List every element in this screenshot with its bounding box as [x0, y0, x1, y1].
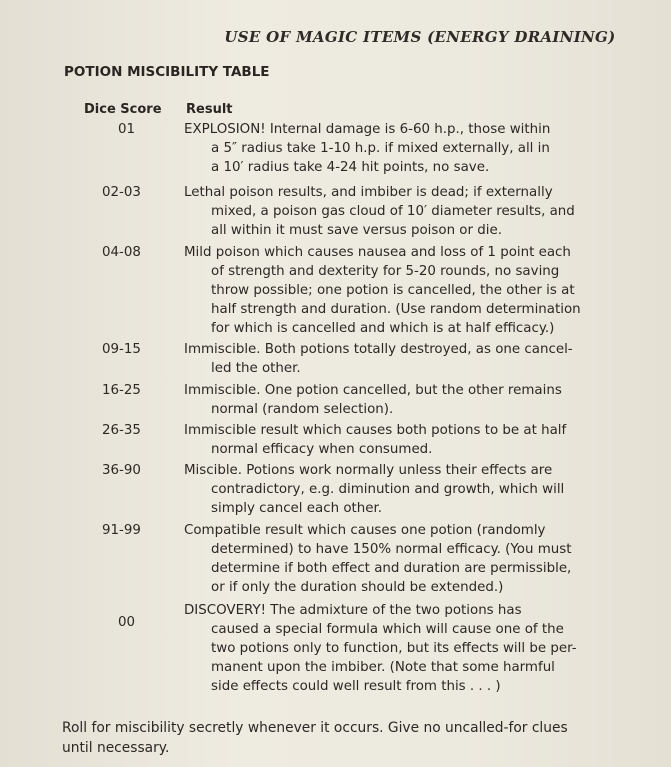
table-row — [80, 601, 640, 701]
table-row — [80, 521, 640, 601]
result-line: determined) to have 150% normal efficacy. (You must — [211, 542, 572, 557]
result-line: Immiscible result which causes both potions to be at half — [184, 423, 567, 438]
result-text — [184, 243, 640, 338]
table-row — [80, 183, 640, 243]
result-line: EXPLOSION! Internal damage is 6-60 h.p., those within — [184, 122, 551, 137]
result-line: normal efficacy when consumed. — [211, 442, 433, 457]
result-line: throw possible; one potion is cancelled, the other is at — [211, 283, 575, 298]
table-row — [80, 340, 640, 381]
result-line: simply cancel each other. — [211, 501, 383, 516]
result-line: half strength and duration. (Use random determination — [211, 302, 581, 317]
result-line: mixed, a poison gas cloud of 10′ diameter results, and — [211, 204, 575, 219]
table-row — [80, 243, 640, 340]
result-text — [184, 421, 640, 459]
column-header-result: Result — [186, 102, 233, 117]
result-text — [184, 601, 640, 696]
dice-score: 36-90 — [102, 463, 141, 478]
result-line: led the other. — [211, 361, 301, 376]
result-text — [184, 340, 640, 378]
column-header-dice-score: Dice Score — [84, 102, 162, 117]
table-row — [80, 120, 640, 183]
result-line: Compatible result which causes one potion (randomly — [184, 523, 546, 538]
result-line: caused a special formula which will cause one of the — [211, 622, 564, 637]
running-head: USE OF MAGIC ITEMS (ENERGY DRAINING) — [224, 28, 616, 46]
footer-line: Roll for miscibility secretly whenever it occurs. Give no uncalled-for clues — [62, 720, 568, 736]
dice-score: 26-35 — [102, 423, 141, 438]
table-row — [80, 381, 640, 421]
dice-score: 01 — [118, 122, 136, 137]
result-line: a 10′ radius take 4-24 hit points, no save. — [211, 160, 490, 175]
result-line: determine if both effect and duration are permissible, — [211, 561, 572, 576]
result-line: normal (random selection). — [211, 402, 394, 417]
miscibility-table — [80, 120, 640, 701]
dice-score: 91-99 — [102, 523, 141, 538]
result-line: DISCOVERY! The admixture of the two potions has — [184, 603, 522, 618]
dice-score: 09-15 — [102, 342, 141, 357]
result-line: a 5″ radius take 1-10 h.p. if mixed externally, all in — [211, 141, 550, 156]
result-line: Lethal poison results, and imbiber is dead; if externally — [184, 185, 553, 200]
table-title: POTION MISCIBILITY TABLE — [64, 64, 270, 80]
result-text — [184, 461, 640, 518]
result-text — [184, 381, 640, 419]
footer-note — [62, 718, 652, 758]
result-line: all within it must save versus poison or die. — [211, 223, 502, 238]
table-row — [80, 421, 640, 461]
result-text — [184, 120, 640, 177]
result-line: Immiscible. One potion cancelled, but the other remains — [184, 383, 562, 398]
result-text — [184, 183, 640, 240]
result-line: or if only the duration should be extended.) — [211, 580, 504, 595]
dice-score: 16-25 — [102, 383, 141, 398]
result-line: two potions only to function, but its effects will be per- — [211, 641, 577, 656]
dice-score: 02-03 — [102, 185, 141, 200]
result-line: contradictory, e.g. diminution and growth, which will — [211, 482, 565, 497]
result-line: for which is cancelled and which is at half efficacy.) — [211, 321, 555, 336]
result-line: of strength and dexterity for 5-20 rounds, no saving — [211, 264, 560, 279]
result-text — [184, 521, 640, 597]
result-line: manent upon the imbiber. (Note that some harmful — [211, 660, 555, 675]
footer-line: until necessary. — [62, 740, 170, 756]
dice-score: 00 — [118, 615, 136, 630]
table-row — [80, 461, 640, 521]
dice-score: 04-08 — [102, 245, 141, 260]
result-line: Immiscible. Both potions totally destroyed, as one cancel- — [184, 342, 573, 357]
result-line: Mild poison which causes nausea and loss of 1 point each — [184, 245, 571, 260]
result-line: side effects could well result from this . . . ) — [211, 679, 501, 694]
result-line: Miscible. Potions work normally unless their effects are — [184, 463, 553, 478]
